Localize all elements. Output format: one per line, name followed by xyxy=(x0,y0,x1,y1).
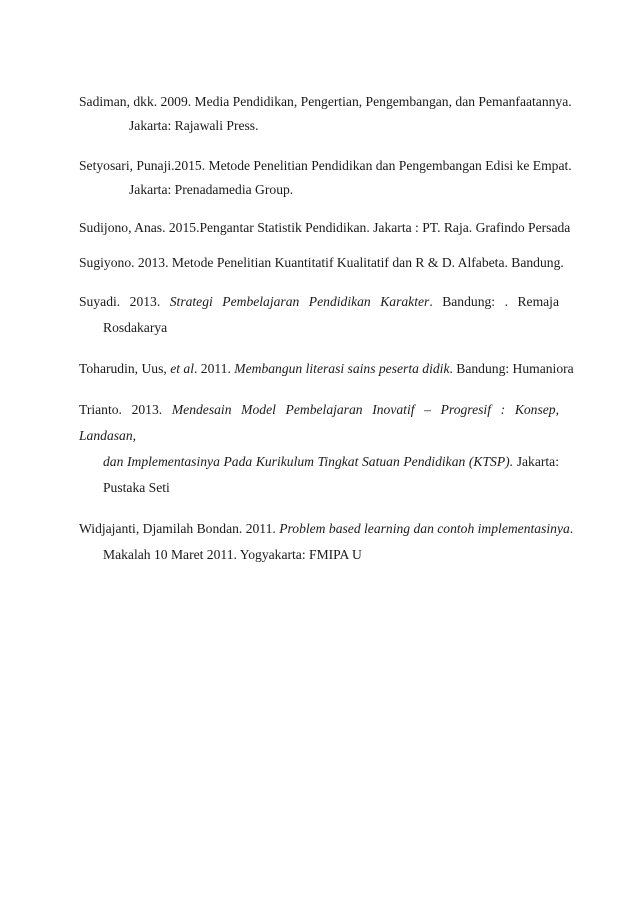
reference-title: Mendesain Model Pembelajaran Inovatif – Progresif : Konsep, Landasan, xyxy=(79,402,560,443)
reference-line: Pustaka Seti xyxy=(103,480,170,495)
reference-author-year: Widjajanti, Djamilah Bondan. 2011. xyxy=(79,521,280,536)
reference-title: Membangun literasi sains peserta didik xyxy=(234,361,450,376)
reference-title: Problem based learning dan contoh implementasinya xyxy=(279,521,570,536)
reference-line: Sadiman, dkk. 2009. Media Pendidikan, Pengertian, Pengembangan, dan Pemanfaatannya. xyxy=(79,94,572,109)
reference-entry xyxy=(79,356,574,382)
reference-author-year: Suyadi. 2013. xyxy=(79,294,161,309)
reference-line xyxy=(79,356,574,382)
reference-entry xyxy=(79,397,559,501)
reference-line xyxy=(79,397,559,449)
reference-publisher: . Bandung: . Remaja xyxy=(429,294,559,309)
reference-author-year: Trianto. 2013. xyxy=(79,402,163,417)
reference-year: . 2011. xyxy=(193,361,235,376)
reference-entry xyxy=(79,516,574,568)
reference-line: Rosdakarya xyxy=(103,320,168,335)
reference-publisher: . Bandung: Humaniora xyxy=(449,361,574,376)
reference-line: Sugiyono. 2013. Metode Penelitian Kuantitatif Kualitatif dan R & D. Alfabeta. Bandung. xyxy=(79,255,564,270)
reference-line: Makalah 10 Maret 2011. Yogyakarta: FMIPA U xyxy=(103,547,362,562)
reference-entry xyxy=(79,218,571,238)
reference-line: Sudijono, Anas. 2015.Pengantar Statistik Pendidikan. Jakarta : PT. Raja. Grafindo Persada xyxy=(79,220,571,235)
reference-city: Jakarta: xyxy=(516,454,559,469)
reference-entry xyxy=(79,289,559,341)
reference-line xyxy=(79,449,559,475)
reference-entry xyxy=(79,253,564,273)
reference-title-continued: dan Implementasinya Pada Kurikulum Tingkat Satuan Pendidikan (KTSP). xyxy=(103,454,514,469)
reference-title: Strategi Pembelajaran Pendidikan Karakter xyxy=(169,294,430,309)
reference-punct: . xyxy=(569,521,574,536)
reference-line: Jakarta: Prenadamedia Group. xyxy=(129,182,294,197)
reference-line xyxy=(79,289,559,315)
reference-entry xyxy=(79,154,572,202)
reference-entry xyxy=(79,90,572,138)
reference-etal: et al xyxy=(170,361,194,376)
reference-line xyxy=(79,516,574,542)
reference-line: Setyosari, Punaji.2015. Metode Penelitian Pendidikan dan Pengembangan Edisi ke Empat. xyxy=(79,158,572,173)
reference-list xyxy=(79,90,574,568)
reference-line: Jakarta: Rajawali Press. xyxy=(129,118,259,133)
reference-author: Toharudin, Uus, xyxy=(79,361,171,376)
